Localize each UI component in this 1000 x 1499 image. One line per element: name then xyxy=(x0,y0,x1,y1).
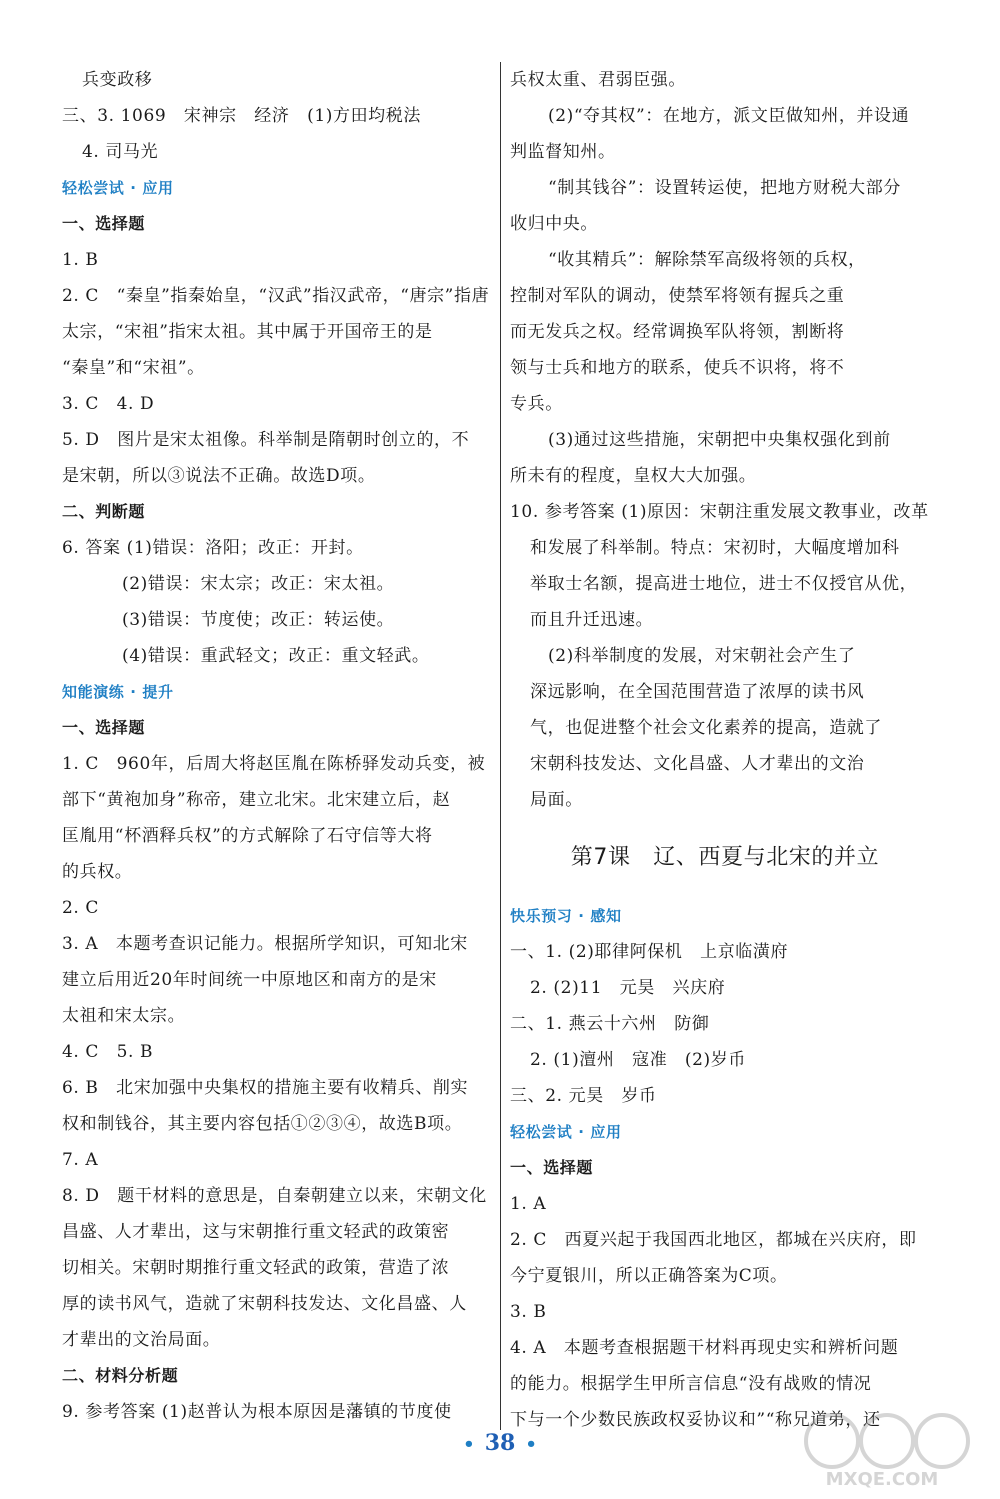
section-banner: 快乐预习 · 感知 xyxy=(510,907,622,925)
text-line: “秦皇”和“宋祖”。 xyxy=(62,358,205,378)
text-line: 部下“黄袍加身”称帝，建立北宋。北宋建立后，赵 xyxy=(62,790,451,810)
section-heading: 二、材料分析题 xyxy=(62,1366,179,1385)
text-line: 太祖和宋太宗。 xyxy=(62,1006,186,1026)
text-line: (3)通过这些措施，宋朝把中央集权强化到前 xyxy=(548,430,891,450)
text-line: 7. A xyxy=(62,1150,99,1170)
section-heading: 一、选择题 xyxy=(62,214,146,233)
text-line: 是宋朝，所以③说法不正确。故选D项。 xyxy=(62,466,376,486)
section-banner: 知能演练 · 提升 xyxy=(62,683,174,701)
text-line: 10. 参考答案 (1)原因：宋朝注重发展文教事业，改革 xyxy=(510,502,929,522)
text-line: 厚的读书风气，造就了宋朝科技发达、文化昌盛、人 xyxy=(62,1294,467,1314)
section-banner: 轻松尝试 · 应用 xyxy=(510,1123,622,1141)
text-line: 二、1. 燕云十六州 防御 xyxy=(510,1014,710,1034)
page-number-text: 38 xyxy=(484,1430,516,1456)
left-column xyxy=(62,62,488,1430)
text-line: “收其精兵”：解除禁军高级将领的兵权， xyxy=(548,250,866,270)
text-line: 判监督知州。 xyxy=(510,142,616,162)
text-line: 所未有的程度，皇权大大加强。 xyxy=(510,466,757,486)
text-line: 1. C 960年，后周大将赵匡胤在陈桥驿发动兵变，被 xyxy=(62,754,486,774)
text-line: 2. (1)澶州 寇准 (2)岁币 xyxy=(530,1050,746,1070)
text-line: 兵权太重、君弱臣强。 xyxy=(510,70,686,90)
text-line: 2. C xyxy=(62,898,100,918)
text-line: 切相关。宋朝时期推行重文轻武的政策，营造了浓 xyxy=(62,1258,450,1278)
text-line: 举取士名额，提高进士地位，进士不仅授官从优， xyxy=(530,574,918,594)
text-line: 兵变政移 xyxy=(82,70,153,90)
text-line: 匡胤用“杯酒释兵权”的方式解除了石守信等大将 xyxy=(62,826,433,846)
text-line: 今宁夏银川，所以正确答案为C项。 xyxy=(510,1266,788,1286)
text-line: (2)“夺其权”：在地方，派文臣做知州，并设通 xyxy=(548,106,910,126)
text-line: 昌盛、人才辈出，这与宋朝推行重文轻武的政策密 xyxy=(62,1222,450,1242)
text-line: 的能力。根据学生甲所言信息“没有战败的情况 xyxy=(510,1374,872,1394)
text-line: 领与士兵和地方的联系，使兵不识将，将不 xyxy=(510,358,845,378)
svg-text:MXQE.COM: MXQE.COM xyxy=(825,1469,939,1490)
text-line: “制其钱谷”：设置转运使，把地方财税大部分 xyxy=(548,178,901,198)
text-line: 而且升迁迅速。 xyxy=(530,610,654,630)
section-heading: 二、判断题 xyxy=(62,502,146,521)
lesson-title: 第7课 辽、西夏与北宋的并立 xyxy=(570,845,880,870)
section-heading: 一、选择题 xyxy=(510,1158,594,1177)
text-line: (2)科举制度的发展，对宋朝社会产生了 xyxy=(548,646,856,666)
section-heading: 一、选择题 xyxy=(62,718,146,737)
text-line: 6. B 北宋加强中央集权的措施主要有收精兵、削实 xyxy=(62,1078,469,1098)
text-line: 深远影响，在全国范围营造了浓厚的读书风 xyxy=(530,682,865,702)
page-number: • 38 • xyxy=(463,1430,537,1456)
text-line: 和发展了科举制。特点：宋初时，大幅度增加科 xyxy=(530,538,900,558)
text-line: (2)错误：宋太宗；改正：宋太祖。 xyxy=(122,574,395,594)
text-line: 2. C 西夏兴起于我国西北地区，都城在兴庆府，即 xyxy=(510,1230,917,1250)
text-line: 宋朝科技发达、文化昌盛、人才辈出的文治 xyxy=(530,754,865,774)
text-line: 9. 参考答案 (1)赵普认为根本原因是藩镇的节度使 xyxy=(62,1402,452,1422)
text-line: 3. B xyxy=(510,1302,547,1322)
text-line: 收归中央。 xyxy=(510,214,598,234)
text-line: 4. C 5. B xyxy=(62,1042,154,1062)
column-divider xyxy=(500,62,501,1430)
text-line: 5. D 图片是宋太祖像。科举制是隋朝时创立的，不 xyxy=(62,430,470,450)
text-line: 下与一个少数民族政权妥协议和”“称兄道弟，还 xyxy=(510,1410,881,1430)
text-line: 控制对军队的调动，使禁军将领有握兵之重 xyxy=(510,286,845,306)
text-line: 3. A 本题考查识记能力。根据所学知识，可知北宋 xyxy=(62,934,468,954)
text-line: 2. (2)11 元昊 兴庆府 xyxy=(530,978,726,998)
text-line: 8. D 题干材料的意思是，自秦朝建立以来，宋朝文化 xyxy=(62,1186,487,1206)
text-line: (3)错误：节度使；改正：转运使。 xyxy=(122,610,395,630)
text-line: 气，也促进整个社会文化素养的提高，造就了 xyxy=(530,718,882,738)
right-column xyxy=(510,62,940,1438)
text-line: 1. B xyxy=(62,250,99,270)
text-line: 专兵。 xyxy=(510,394,563,414)
text-line: 才辈出的文治局面。 xyxy=(62,1330,221,1350)
text-line: 一、1. (2)耶律阿保机 上京临潢府 xyxy=(510,942,789,962)
text-line: 4. 司马光 xyxy=(82,142,159,162)
text-line: 三、2. 元昊 岁币 xyxy=(510,1086,657,1106)
text-line: 4. A 本题考查根据题干材料再现史实和辨析问题 xyxy=(510,1338,899,1358)
text-line: 2. C “秦皇”指秦始皇，“汉武”指汉武帝，“唐宗”指唐 xyxy=(62,286,490,306)
text-line: 6. 答案 (1)错误：洛阳；改正：开封。 xyxy=(62,538,364,558)
text-line: 局面。 xyxy=(530,790,583,810)
text-line: 的兵权。 xyxy=(62,862,133,882)
text-line: 权和制钱谷，其主要内容包括①②③④，故选B项。 xyxy=(62,1114,463,1134)
text-line: 三、3. 1069 宋神宗 经济 (1)方田均税法 xyxy=(62,106,421,126)
section-banner: 轻松尝试 · 应用 xyxy=(62,179,174,197)
text-line: 3. C 4. D xyxy=(62,394,155,414)
text-line: 而无发兵之权。经常调换军队将领，割断将 xyxy=(510,322,845,342)
text-line: (4)错误：重武轻文；改正：重文轻武。 xyxy=(122,646,430,666)
text-line: 建立后用近20年时间统一中原地区和南方的是宋 xyxy=(62,970,437,990)
text-line: 1. A xyxy=(510,1194,547,1214)
text-line: 太宗，“宋祖”指宋太祖。其中属于开国帝王的是 xyxy=(62,322,433,342)
watermark-logo xyxy=(792,1401,972,1491)
